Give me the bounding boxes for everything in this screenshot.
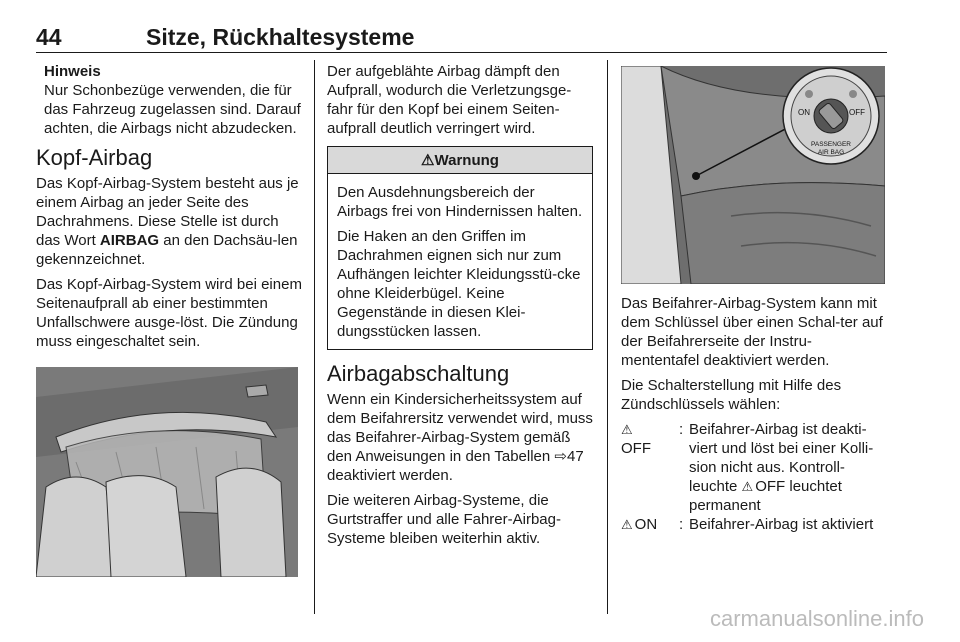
- page-reference[interactable]: 47: [567, 448, 584, 465]
- paragraph: Wenn ein Kindersicherheitssystem auf dem Beifahrersitz verwendet wird, muss das Beifahrer-Airbag-System gemäß den Anweisungen in den Tabellen ⇨47 deaktiviert werden.: [327, 391, 593, 484]
- warning-title: Warnung: [434, 152, 499, 169]
- warning-box: [327, 146, 593, 350]
- warning-body: [328, 174, 592, 349]
- switch-off-label: OFF: [849, 108, 865, 117]
- off-description: Beifahrer-Airbag ist deakti-viert und löst bei einer Kolli-sion nicht aus. Kontroll-leuchte ⚠ OFF leuchtet permanent: [689, 421, 874, 514]
- paragraph: Die weiteren Airbag-Systeme, die Gurtstraffer und alle Fahrer-Airbag-Systeme bleiben weiterhin aktiv.: [327, 492, 561, 547]
- note-box: [36, 62, 302, 138]
- table-row: ⚠ ON : Beifahrer-Airbag ist aktiviert: [621, 515, 887, 534]
- table-row: ⚠ OFF : Beifahrer-Airbag ist deakti-viert und löst bei einer Kolli-sion nicht aus. Kontroll-leuchte ⚠ OFF leuchtet permanent: [621, 420, 887, 515]
- passenger-airbag-icon: ⚠: [741, 479, 754, 494]
- note-title: Hinweis: [44, 63, 101, 80]
- heading-airbagabschaltung: Airbagabschaltung: [327, 361, 510, 386]
- column-right: [621, 62, 887, 534]
- column-left: [36, 62, 302, 577]
- watermark: carmanualsonline.info: [709, 606, 924, 631]
- warning-icon: ⚠: [421, 152, 435, 169]
- off-label: OFF: [621, 440, 651, 457]
- airbag-word: AIRBAG: [99, 232, 160, 249]
- paragraph: Das Beifahrer-Airbag-System kann mit dem Schlüssel über einen Schal-ter auf der Beifahrerseite der Instru-mententafel deaktiviert werden.: [621, 295, 883, 369]
- on-cell: [621, 515, 679, 534]
- on-description: Beifahrer-Airbag ist aktiviert: [689, 516, 874, 533]
- note-text: Nur Schonbezüge verwenden, die für das Fahrzeug zugelassen sind. Darauf achten, die Airbags nicht abzudecken.: [44, 82, 301, 137]
- switch-label-line2: AIR BAG: [817, 149, 845, 156]
- switch-label-line1: PASSENGER: [811, 141, 851, 148]
- paragraph: Die Schalterstellung mit Hilfe des Zündschlüssels wählen:: [621, 377, 842, 413]
- page-reference-arrow-icon: ⇨: [554, 448, 567, 465]
- page-number: 44: [36, 24, 62, 50]
- warning-header: [328, 147, 592, 174]
- column-divider: [607, 60, 608, 614]
- paragraph: Der aufgeblähte Airbag dämpft den Aufprall, wodurch die Verletzungsge-fahr für den Kopf bei einem Seiten-aufprall deutlich verringert wird.: [327, 63, 572, 137]
- passenger-airbag-icon: ⚠: [621, 517, 633, 532]
- on-label: ON: [634, 516, 658, 533]
- warning-paragraph: Den Ausdehnungsbereich der Airbags frei von Hindernissen halten.: [337, 184, 583, 220]
- warning-paragraph: Die Haken an den Griffen im Dachrahmen eignen sich nur zum Aufhängen leichter Kleidungsstü-cke ohne Kleiderbügel. Keine Gegenstände in diesen Klei-dungsstücken lassen.: [337, 228, 581, 340]
- off-cell: [621, 420, 679, 515]
- curtain-airbag-illustration: [36, 367, 298, 577]
- switch-on-label: ON: [798, 108, 810, 117]
- page-header: [36, 24, 887, 53]
- airbag-switch-illustration: [621, 66, 885, 284]
- column-divider: [314, 60, 315, 614]
- paragraph: Das Kopf-Airbag-System wird bei einem Seitenaufprall ab einer bestimmten Unfallschwere ausge-löst. Die Zündung muss eingeschaltet sein.: [36, 276, 302, 350]
- passenger-airbag-icon: ⚠: [621, 422, 633, 437]
- chapter-title: Sitze, Rückhaltesysteme: [146, 24, 415, 50]
- switch-position-table: [621, 420, 887, 534]
- column-middle: [327, 62, 593, 554]
- paragraph: Das Kopf-Airbag-System besteht aus je einem Airbag an jeder Seite des Dachrahmens. Diese Stelle ist durch das Wort AIRBAG an den Dachsäu-len gekennzeichnet.: [36, 175, 299, 268]
- heading-kopf-airbag: Kopf-Airbag: [36, 145, 153, 170]
